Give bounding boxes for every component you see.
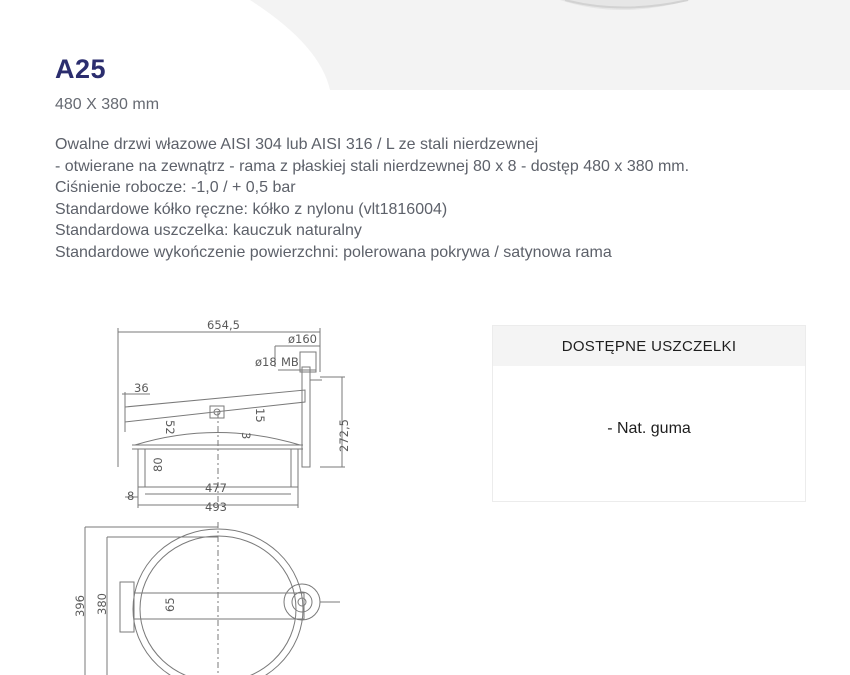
dim-label: 396	[73, 595, 87, 617]
dim-label: 380	[95, 593, 109, 615]
dim-label: 36	[134, 381, 149, 395]
description-line: Ciśnienie robocze: -1,0 / + 0,5 bar	[55, 179, 296, 196]
dim-label: MB	[281, 355, 299, 369]
dim-label: 272,5	[337, 419, 351, 452]
description-line: Standardowe wykończenie powierzchni: polerowana pokrywa / satynowa rama	[55, 243, 612, 261]
product-description	[55, 134, 815, 263]
dim-label: 493	[205, 500, 227, 514]
dim-label: 3	[239, 432, 253, 440]
dim-label: ø18	[255, 355, 277, 369]
top-banner	[0, 0, 850, 90]
dim-label: 80	[151, 457, 165, 472]
banner-grey-area	[250, 0, 850, 90]
dim-label: 15	[253, 408, 267, 423]
drawing-side-view	[118, 328, 345, 508]
dim-label: 52	[163, 420, 177, 435]
arm-top	[134, 593, 304, 619]
technical-drawing	[70, 312, 360, 675]
drawing-top-labels	[73, 593, 177, 617]
dim-label: 65	[163, 597, 177, 612]
handwheel	[284, 584, 320, 620]
dim-label: ø160	[288, 332, 317, 346]
banner-background	[0, 0, 850, 90]
product-dimensions: 480 X 380 mm	[55, 96, 160, 113]
drawing-top-view	[85, 522, 340, 675]
spindle	[302, 367, 310, 467]
dim-label: 8	[127, 489, 135, 503]
available-gaskets-header: DOSTĘPNE USZCZELKI	[493, 326, 805, 366]
available-gaskets-panel	[492, 325, 806, 502]
description-line: Standardowe kółko ręczne: kółko z nylonu (vlt1816004)	[55, 200, 448, 218]
description-line: - otwierane na zewnątrz - rama z płaskiej stali nierdzewnej 80 x 8 - dostęp 480 x 380 mm.	[55, 157, 690, 175]
dim-label: 477	[205, 481, 227, 495]
description-line: Standardowa uszczelka: kauczuk naturalny	[55, 222, 362, 239]
drawing-side-labels	[127, 318, 351, 514]
product-title: A25	[55, 54, 107, 84]
description-line: Owalne drzwi włazowe AISI 304 lub AISI 316 / L ze stali nierdzewnej	[55, 136, 539, 153]
gasket-item: - Nat. guma	[607, 419, 691, 437]
available-gaskets-list	[493, 366, 805, 501]
dim-label: 654,5	[207, 318, 240, 332]
hinge-plate	[120, 582, 134, 632]
